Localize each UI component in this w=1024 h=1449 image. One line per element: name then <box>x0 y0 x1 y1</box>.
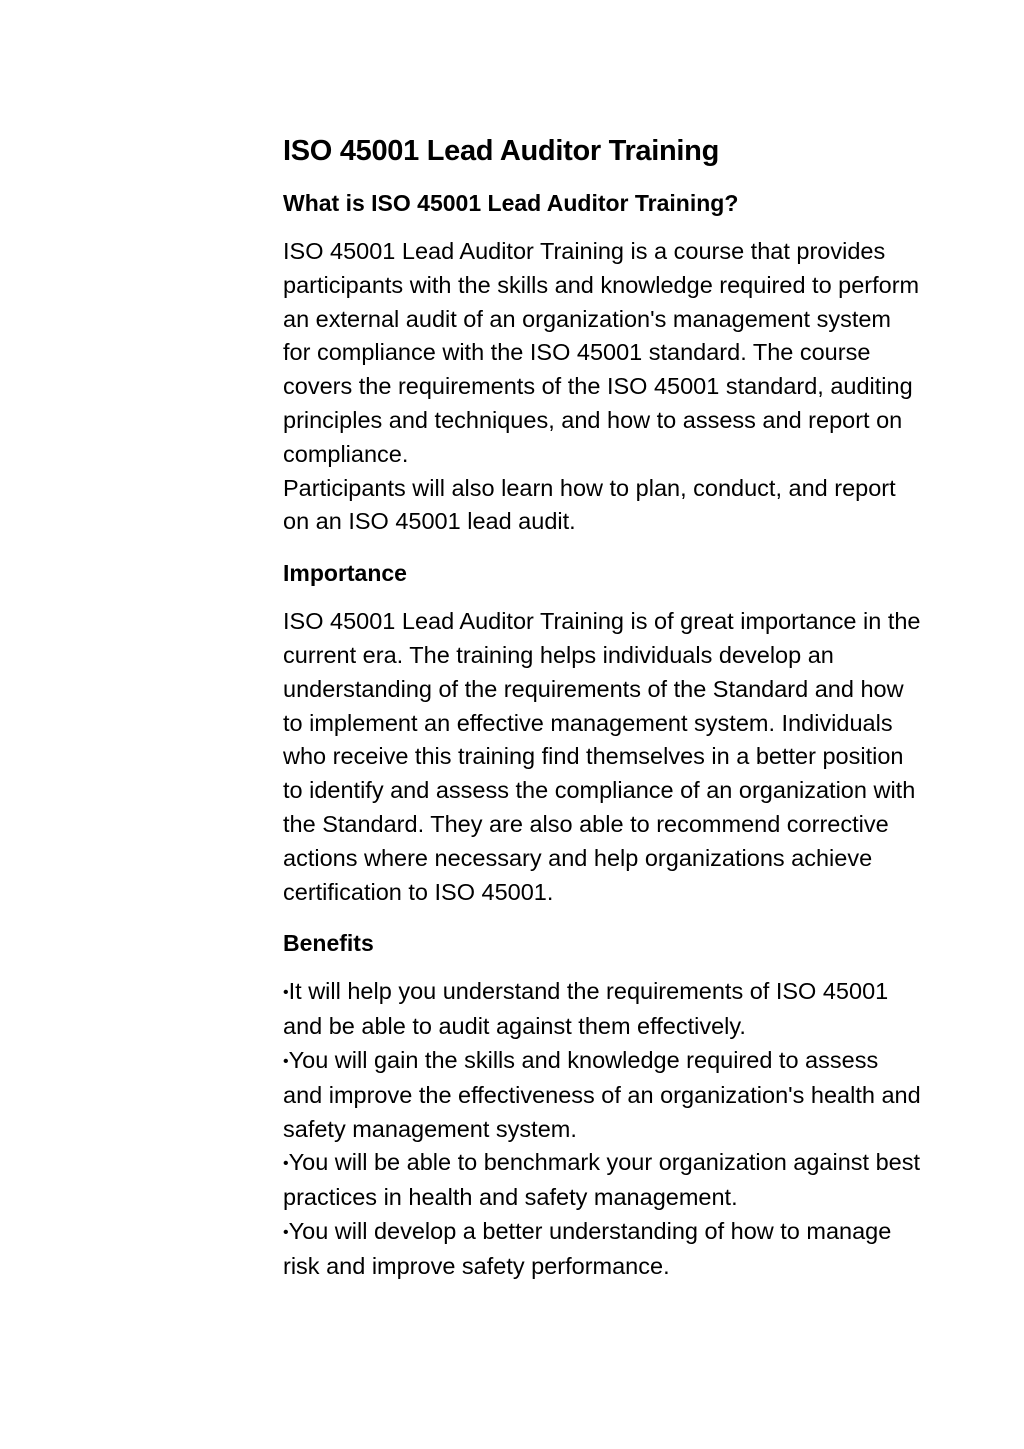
what-paragraph-2: Participants will also learn how to plan, conduct, and report on an ISO 45001 lead audit. <box>283 474 896 535</box>
section-heading-benefits: Benefits <box>283 930 374 957</box>
what-paragraph-1: ISO 45001 Lead Auditor Training is a course that provides participants with the skills and knowledge required to perform an external audit of an organization's management system for compliance with the ISO 45001 standard. The course covers the requirements of the ISO 45001 standard, auditing principles and techniques, and how to assess and report on compliance. <box>283 238 920 467</box>
document-page <box>283 130 923 1284</box>
importance-paragraph: ISO 45001 Lead Auditor Training is of great importance in the current era. The training helps individuals develop an understanding of the requirements of the Standard and how to implement an effective management system. Individuals who receive this training find themselves in a better position to identify and assess the compliance of an organization with the Standard. They are also able to recommend corrective actions where necessary and help organizations achieve certification to ISO 45001. <box>283 608 921 905</box>
list-item <box>283 1146 923 1215</box>
bullet-icon: • <box>283 1052 289 1070</box>
list-item <box>283 1044 923 1146</box>
list-item <box>283 975 923 1044</box>
benefit-text: It will help you understand the requirements of ISO 45001 and be able to audit against them effectively. <box>283 978 889 1040</box>
bullet-icon: • <box>283 1155 289 1173</box>
list-item <box>283 1215 923 1284</box>
benefit-text-continuation: safety management system. <box>283 1115 577 1142</box>
benefit-text: You will develop a better understanding of how to manage risk and improve safety performance. <box>283 1217 892 1279</box>
benefit-text: You will gain the skills and knowledge required to assess and improve the effectiveness of an organization's health and <box>283 1046 921 1108</box>
bullet-icon: • <box>283 1223 289 1241</box>
section-heading-what: What is ISO 45001 Lead Auditor Training? <box>283 190 739 216</box>
benefits-list <box>283 975 923 1283</box>
section-heading-importance: Importance <box>283 560 407 587</box>
document-title: ISO 45001 Lead Auditor Training <box>283 135 720 167</box>
bullet-icon: • <box>283 984 289 1002</box>
benefit-text: You will be able to benchmark your organization against best practices in health and safety management. <box>283 1149 921 1211</box>
